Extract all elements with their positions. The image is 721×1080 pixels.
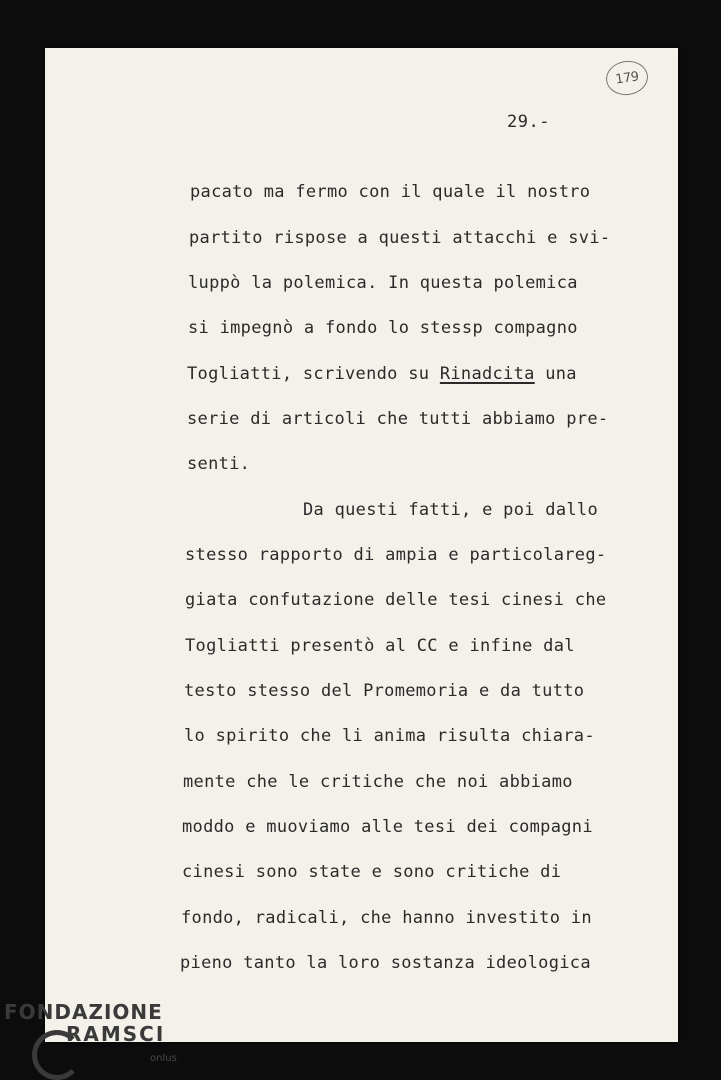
foundation-watermark: [4, 1000, 204, 1080]
text-line: si impegnò a fondo lo stessp compagno: [188, 318, 578, 338]
text-line: giata confutazione delle tesi cinesi che: [185, 590, 607, 610]
text-segment: Togliatti, scrivendo su: [187, 364, 440, 384]
text-line: mente che le critiche che noi abbiamo: [183, 772, 573, 792]
text-line: moddo e muoviamo alle tesi dei compagni: [182, 817, 593, 837]
text-line: Togliatti presentò al CC e infine dal: [185, 636, 575, 656]
page-number: 29.-: [507, 112, 550, 132]
text-line: [187, 364, 577, 384]
text-line: testo stesso del Promemoria e da tutto: [184, 681, 585, 701]
text-line: serie di articoli che tutti abbiamo pre-: [187, 409, 609, 429]
text-line: fondo, radicali, che hanno investito in: [181, 908, 592, 928]
text-line: Da questi fatti, e poi dallo: [303, 500, 598, 520]
text-line: senti.: [187, 454, 251, 474]
watermark-line1: FONDAZIONE: [4, 1000, 163, 1024]
archive-stamp: 179: [604, 58, 650, 98]
text-line: cinesi sono state e sono critiche di: [182, 862, 562, 882]
underlined-title: Rinadcita: [439, 364, 535, 384]
text-line: partito rispose a questi attacchi e svi-: [189, 228, 611, 248]
text-line: lo spirito che li anima risulta chiara-: [184, 726, 595, 746]
text-line: luppò la polemica. In questa polemica: [188, 273, 578, 293]
watermark-line2: RAMSCI: [66, 1022, 166, 1046]
typed-text: [45, 48, 678, 1042]
document-page: [45, 48, 678, 1042]
text-line: stesso rapporto di ampia e particolareg-: [185, 545, 607, 565]
watermark-small: onlus: [150, 1053, 177, 1064]
text-line: pacato ma fermo con il quale il nostro: [190, 182, 591, 202]
text-line: pieno tanto la loro sostanza ideologica: [180, 953, 591, 973]
text-segment: una: [534, 364, 577, 384]
